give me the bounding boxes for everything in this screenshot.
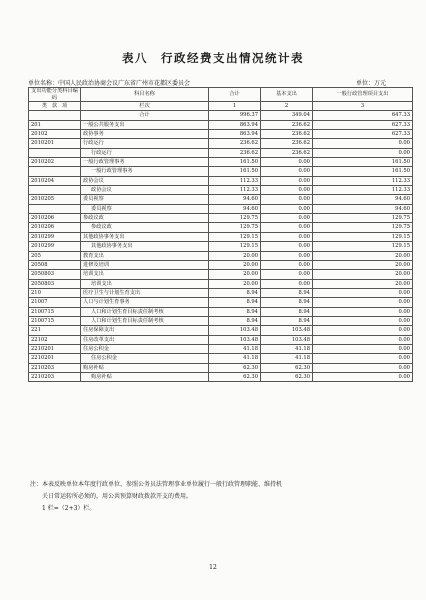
row-code: 2010202 (29, 158, 81, 167)
row-basic: 0.00 (261, 251, 313, 260)
row-basic: 0.00 (261, 167, 313, 176)
note-line-3: 1 栏=（2+3）栏。 (42, 505, 96, 512)
row-code: 2010205 (29, 195, 81, 204)
row-basic: 41.18 (261, 354, 313, 363)
row-total: 129.75 (209, 223, 261, 232)
row-general: 627.33 (313, 120, 413, 129)
row-name: 其他政协事务支出 (81, 242, 209, 251)
row-total: 20.00 (209, 279, 261, 288)
table-row (29, 298, 413, 307)
row-total: 8.94 (209, 307, 261, 316)
row-name: 购房补贴 (81, 363, 209, 372)
row-name: 培训支出 (81, 270, 209, 279)
row-basic: 62.30 (261, 372, 313, 381)
row-general: 0.00 (313, 344, 413, 353)
table-row (29, 251, 413, 260)
table-row (29, 335, 413, 344)
row-name: 进修及培训 (81, 260, 209, 269)
total-general: 647.33 (313, 111, 413, 120)
row-basic: 0.00 (261, 195, 313, 204)
row-total: 62.30 (209, 363, 261, 372)
row-total: 20.00 (209, 251, 261, 260)
row-basic: 236.62 (261, 139, 313, 148)
table-row (29, 279, 413, 288)
row-code: 2010206 (29, 223, 81, 232)
row-general: 94.60 (313, 204, 413, 213)
row-general: 0.00 (313, 363, 413, 372)
row-general: 0.00 (313, 326, 413, 335)
header-code-lei: 类 (41, 103, 47, 109)
row-code: 21007 (29, 298, 81, 307)
row-total: 161.50 (209, 167, 261, 176)
row-name: 教育支出 (81, 251, 209, 260)
table-row (29, 270, 413, 279)
row-name: 医疗卫生与计划生育支出 (81, 288, 209, 297)
row-basic: 236.62 (261, 120, 313, 129)
row-basic: 0.00 (261, 242, 313, 251)
row-name: 住房公积金 (81, 344, 209, 353)
header-code-sub (29, 102, 81, 111)
row-code: 2010299 (29, 242, 81, 251)
row-total: 8.94 (209, 298, 261, 307)
row-general: 20.00 (313, 270, 413, 279)
row-general: 0.00 (313, 335, 413, 344)
row-code: 2050803 (29, 279, 81, 288)
row-name: 人口与计划生育事务 (81, 298, 209, 307)
total-basic: 349.04 (261, 111, 313, 120)
row-code: 2010299 (29, 232, 81, 241)
row-code: 20102 (29, 130, 81, 139)
row-general: 129.15 (313, 242, 413, 251)
row-name: 一般行政管理事务 (81, 158, 209, 167)
row-code (29, 167, 81, 176)
header-total: 合计 (209, 88, 261, 102)
table-row (29, 307, 413, 316)
row-total: 94.60 (209, 195, 261, 204)
row-general: 0.00 (313, 372, 413, 381)
row-general: 627.33 (313, 130, 413, 139)
table-row (29, 316, 413, 325)
row-code (29, 148, 81, 157)
header-row (29, 88, 413, 102)
row-total: 236.62 (209, 139, 261, 148)
seq-label: 栏次 (81, 102, 209, 111)
row-total: 161.50 (209, 158, 261, 167)
row-total: 103.48 (209, 326, 261, 335)
row-total: 20.00 (209, 260, 261, 269)
row-total: 863.94 (209, 120, 261, 129)
seq-1: 1 (209, 102, 261, 111)
table-row (29, 363, 413, 372)
row-general: 112.33 (313, 186, 413, 195)
row-basic: 8.94 (261, 288, 313, 297)
row-code: 205 (29, 251, 81, 260)
row-basic: 0.00 (261, 223, 313, 232)
row-basic: 0.00 (261, 204, 313, 213)
row-name: 委员视察 (81, 204, 209, 213)
row-general: 0.00 (313, 354, 413, 363)
header-code-kuan: 款 (51, 103, 58, 109)
row-name: 行政运行 (81, 139, 209, 148)
row-code: 2010204 (29, 176, 81, 185)
seq-row (29, 102, 413, 111)
table-row (29, 204, 413, 213)
row-code: 2210201 (29, 344, 81, 353)
row-name: 一般行政管理事务 (81, 167, 209, 176)
row-total: 863.94 (209, 130, 261, 139)
table-row (29, 195, 413, 204)
note-line-2: 关日常运转所必须的，用公共预算财政拨款开支的费用。 (42, 493, 193, 500)
row-code: 2010201 (29, 139, 81, 148)
table-row (29, 130, 413, 139)
header-basic: 基本支出 (261, 88, 313, 102)
page-number: 12 (209, 564, 217, 571)
row-general: 0.00 (313, 288, 413, 297)
row-total: 112.33 (209, 186, 261, 195)
table-row (29, 176, 413, 185)
table-row (29, 232, 413, 241)
total-code (29, 111, 81, 120)
table-row (29, 260, 413, 269)
table-row (29, 354, 413, 363)
row-general: 161.50 (313, 167, 413, 176)
row-code: 2210203 (29, 363, 81, 372)
row-code (29, 186, 81, 195)
row-code: 20508 (29, 260, 81, 269)
total-label: 合计 (81, 111, 209, 120)
unit-label: 单位：万元 (355, 80, 386, 87)
total-row (29, 111, 413, 120)
row-code (29, 204, 81, 213)
row-basic: 41.18 (261, 344, 313, 353)
row-code: 2100715 (29, 307, 81, 316)
row-total: 103.48 (209, 335, 261, 344)
table-row (29, 344, 413, 353)
row-name: 其他政协事务支出 (81, 232, 209, 241)
row-basic: 0.00 (261, 214, 313, 223)
unit-name: 单位名称：中国人民政治协商会议广东省广州市花都区委员会 (28, 80, 191, 87)
table-row (29, 214, 413, 223)
row-basic: 8.94 (261, 316, 313, 325)
row-basic: 236.62 (261, 148, 313, 157)
row-basic: 0.00 (261, 176, 313, 185)
row-total: 8.94 (209, 316, 261, 325)
row-general: 161.50 (313, 158, 413, 167)
row-code: 22102 (29, 335, 81, 344)
row-general: 0.00 (313, 148, 413, 157)
row-name: 政协事务 (81, 130, 209, 139)
row-general: 0.00 (313, 139, 413, 148)
row-name: 委员视察 (81, 195, 209, 204)
expenditure-table (28, 87, 413, 382)
row-basic: 0.00 (261, 260, 313, 269)
row-total: 20.00 (209, 270, 261, 279)
row-basic: 8.94 (261, 298, 313, 307)
table-row (29, 148, 413, 157)
row-total: 129.15 (209, 242, 261, 251)
row-code: 2050803 (29, 270, 81, 279)
row-total: 62.30 (209, 372, 261, 381)
table-row (29, 242, 413, 251)
total-total: 996.37 (209, 111, 261, 120)
header-code: 支出功能分类科目编码 (29, 88, 81, 102)
row-general: 129.75 (313, 214, 413, 223)
row-name: 培训支出 (81, 279, 209, 288)
page-title: 表八 行政经费支出情况统计表 (122, 51, 304, 65)
row-basic: 103.48 (261, 335, 313, 344)
row-basic: 236.62 (261, 130, 313, 139)
row-name: 行政运行 (81, 148, 209, 157)
row-basic: 103.48 (261, 326, 313, 335)
row-total: 129.15 (209, 232, 261, 241)
row-name: 政协会议 (81, 186, 209, 195)
row-general: 0.00 (313, 316, 413, 325)
row-code: 2210201 (29, 354, 81, 363)
table-row (29, 167, 413, 176)
row-total: 8.94 (209, 288, 261, 297)
row-total: 236.62 (209, 148, 261, 157)
row-total: 112.33 (209, 176, 261, 185)
seq-2: 2 (261, 102, 313, 111)
row-basic: 0.00 (261, 270, 313, 279)
header-code-xiang: 项 (62, 103, 68, 109)
row-basic: 0.00 (261, 279, 313, 288)
row-total: 41.18 (209, 354, 261, 363)
row-name: 参政议政 (81, 223, 209, 232)
row-basic: 0.00 (261, 158, 313, 167)
row-code: 210 (29, 288, 81, 297)
row-basic: 62.30 (261, 363, 313, 372)
row-general: 20.00 (313, 260, 413, 269)
row-name: 住房公积金 (81, 354, 209, 363)
row-code: 201 (29, 120, 81, 129)
table-row (29, 288, 413, 297)
row-name: 参政议政 (81, 214, 209, 223)
row-name: 住房改革支出 (81, 335, 209, 344)
row-basic: 8.94 (261, 307, 313, 316)
row-general: 20.00 (313, 279, 413, 288)
row-name: 政协会议 (81, 176, 209, 185)
row-basic: 0.00 (261, 186, 313, 195)
row-name: 人口和计划生育目标责任制考核 (81, 316, 209, 325)
table-row (29, 120, 413, 129)
row-code: 2210203 (29, 372, 81, 381)
row-name: 购房补贴 (81, 372, 209, 381)
note-line-1: 注：本表反映单位本年度行政单位、参照公务员法管理事业单位履行一般行政管理职能、维持机 (30, 481, 283, 488)
row-name: 一般公共服务支出 (81, 120, 209, 129)
table-notes (30, 479, 400, 515)
table-row (29, 372, 413, 381)
row-general: 94.60 (313, 195, 413, 204)
row-total: 129.75 (209, 214, 261, 223)
table-row (29, 223, 413, 232)
row-code: 221 (29, 326, 81, 335)
row-name: 住房保障支出 (81, 326, 209, 335)
seq-3: 3 (313, 102, 413, 111)
row-general: 0.00 (313, 307, 413, 316)
row-general: 0.00 (313, 298, 413, 307)
row-basic: 0.00 (261, 232, 313, 241)
header-general: 一般行政管理项目支出 (313, 88, 413, 102)
row-general: 20.00 (313, 251, 413, 260)
row-name: 人口和计划生育目标责任制考核 (81, 307, 209, 316)
row-general: 129.75 (313, 223, 413, 232)
row-code: 2010206 (29, 214, 81, 223)
row-code: 2100715 (29, 316, 81, 325)
header-name: 科目名称 (81, 88, 209, 102)
table-row (29, 326, 413, 335)
table-row (29, 139, 413, 148)
table-row (29, 186, 413, 195)
row-general: 129.15 (313, 232, 413, 241)
row-total: 94.60 (209, 204, 261, 213)
table-row (29, 158, 413, 167)
row-general: 112.33 (313, 176, 413, 185)
row-total: 41.18 (209, 344, 261, 353)
